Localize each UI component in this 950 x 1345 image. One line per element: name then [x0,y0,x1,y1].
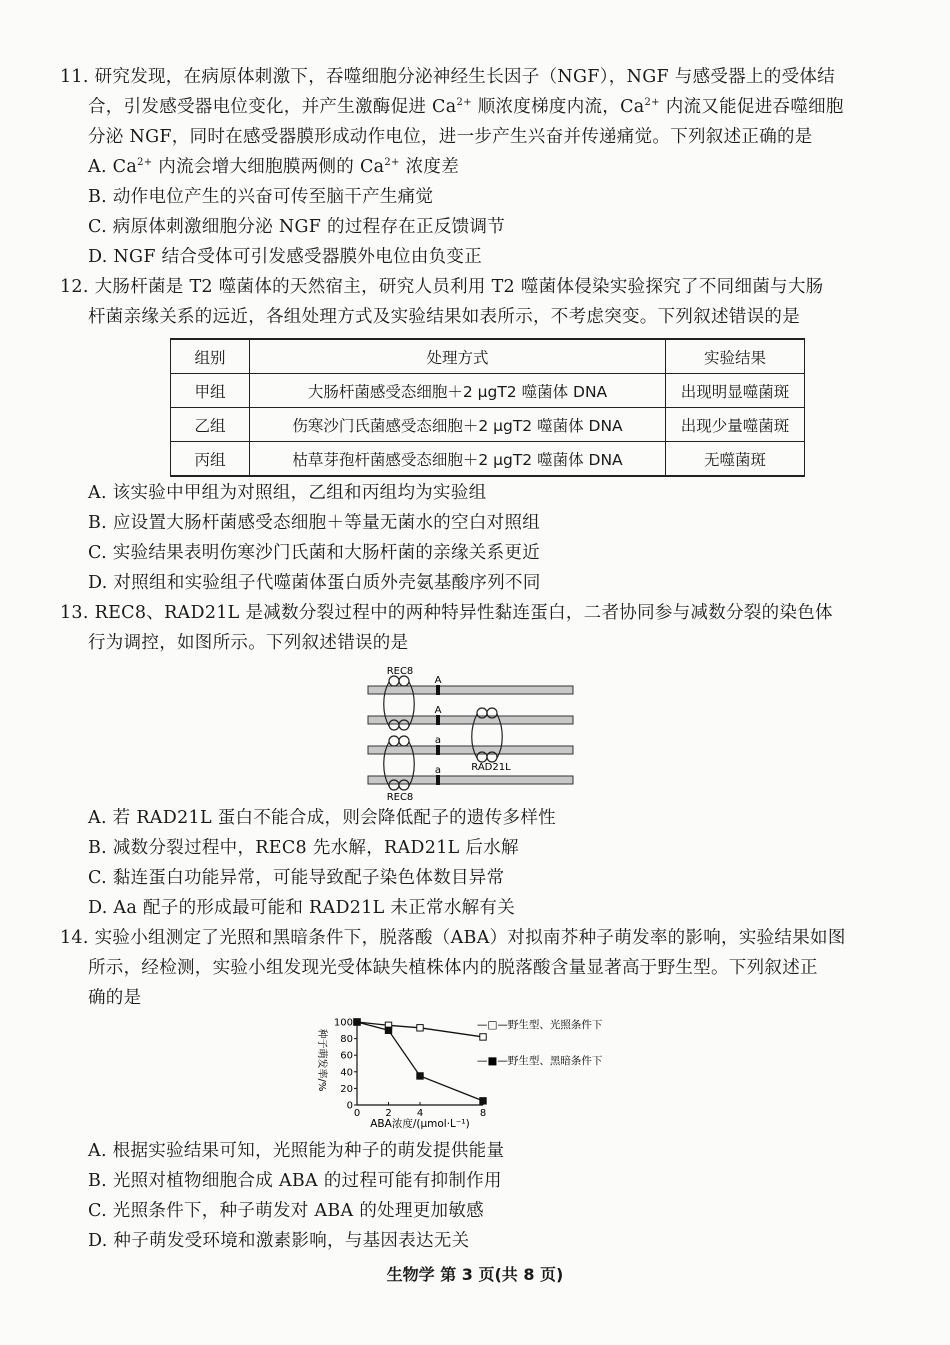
q12-stem-line-2: 杆菌亲缘关系的远近，各组处理方式及实验结果如表所示，不考虑突变。下列叙述错误的是 [88,307,800,327]
chart-point-dark [480,1098,486,1104]
chart-y-tick-label: 60 [340,1050,353,1062]
chart-x-tick-label: 0 [353,1108,361,1119]
q13-stem-line-2: 行为调控，如图所示。下列叙述错误的是 [88,633,409,653]
table-cell: 出现明显噬菌斑 [666,374,805,408]
q12-option-c: C. 实验结果表明伤寒沙门氏菌和大肠杆菌的亲缘关系更近 [88,543,540,563]
chart-point-dark [417,1073,423,1079]
table-header-cell: 处理方式 [250,339,666,374]
q11-option-d: D. NGF 结合受体可引发感受器膜外电位由负变正 [88,247,483,267]
table-row [171,442,805,477]
q11-stem-line-3: 分泌 NGF，同时在感受器膜形成动作电位，进一步产生兴奋并传递痛觉。下列叙述正确的是 [88,127,813,147]
q14-stem-line-1: 14. 实验小组测定了光照和黑暗条件下，脱落酸（ABA）对拟南芥种子萌发率的影响，实验结果如图 [60,928,846,948]
q11-stem-line-1: 11. 研究发现，在病原体刺激下，吞噬细胞分泌神经生长因子（NGF），NGF 与感受器上的受体结 [60,67,835,87]
rec8-label-bottom: REC8 [386,792,414,803]
q14-option-b: B. 光照对植物细胞合成 ABA 的过程可能有抑制作用 [88,1171,502,1191]
allele-label: A [434,675,442,686]
table-cell: 大肠杆菌感受态细胞＋2 μgT2 噬菌体 DNA [250,374,666,408]
germination-chart [305,1012,650,1132]
allele-label: a [434,735,442,746]
chart-y-tick-label: 40 [340,1067,353,1079]
table-cell: 甲组 [171,374,250,408]
chart-point-light [480,1034,486,1040]
chart-y-tick-label: 20 [340,1083,353,1095]
table-row [171,374,805,408]
q13-option-d: D. Aa 配子的形成最可能和 RAD21L 未正常水解有关 [88,898,516,918]
q14-stem-line-3: 确的是 [88,988,142,1008]
chart-legend-item: —□—野生型、光照条件下 [477,1019,603,1031]
chart-legend [477,1018,603,1067]
q12-stem-line-1: 12. 大肠杆菌是 T2 噬菌体的天然宿主，研究人员利用 T2 噬菌体侵染实验探究了不同细菌与大肠 [60,277,824,297]
table-header-row [171,339,805,374]
chart-point-dark [354,1019,360,1025]
q12-option-d: D. 对照组和实验组子代噬菌体蛋白质外壳氨基酸序列不同 [88,573,541,593]
experiment-table [170,338,805,477]
chart-marks [354,1019,486,1104]
gene-locus-mark [436,775,440,785]
q12-option-b: B. 应设置大肠杆菌感受态细胞＋等量无菌水的空白对照组 [88,513,541,533]
chart-point-light [417,1025,423,1031]
chart-y-tick-label: 0 [346,1100,353,1112]
chart-y-axis-label: 种子萌发率/% [316,1028,327,1092]
page-footer: 生物学 第 3 页(共 8 页) [386,1265,564,1284]
q14-option-a: A. 根据实验结果可知，光照能为种子的萌发提供能量 [88,1141,505,1161]
table-cell: 伤寒沙门氏菌感受态细胞＋2 μgT2 噬菌体 DNA [250,408,666,442]
q11-stem-line-2: 合，引发感受器电位变化，并产生激酶促进 $Ca^{2+}$ 顺浓度梯度内流，$Ca^{2+}$ 内流又能促进吞噬细胞 [88,97,844,117]
q14-option-c: C. 光照条件下，种子萌发对 ABA 的处理更加敏感 [88,1201,484,1221]
q12-option-a: A. 该实验中甲组为对照组，乙组和丙组均为实验组 [88,483,487,503]
chromatid-1 [368,686,573,694]
table-header-cell: 实验结果 [666,339,805,374]
q14-stem-line-2: 所示，经检测，实验小组发现光受体缺失植株体内的脱落酸含量显著高于野生型。下列叙述正 [88,958,818,978]
chart-y-tick-label: 100 [333,1017,353,1029]
table-header-cell: 组别 [171,339,250,374]
table-cell: 丙组 [171,442,250,477]
allele-label: a [434,765,442,776]
q11-option-c: C. 病原体刺激细胞分泌 NGF 的过程存在正反馈调节 [88,217,506,237]
chart-x-tick-label: 2 [385,1108,392,1119]
chromatid-3 [368,746,573,754]
chart-x-tick-label: 8 [479,1108,487,1119]
q13-option-a: A. 若 RAD21L 蛋白不能合成，则会降低配子的遗传多样性 [88,808,556,828]
q13-stem-line-1: 13. REC8、RAD21L 是减数分裂过程中的两种特异性黏连蛋白，二者协同参与减数分裂的染色体 [60,603,833,623]
gene-locus-mark [436,745,440,755]
table-cell: 无噬菌斑 [666,442,805,477]
q13-option-c: C. 黏连蛋白功能异常，可能导致配子染色体数目异常 [88,868,505,888]
gene-locus-mark [436,715,440,725]
rec8-label-top: REC8 [386,666,414,677]
cohesin-diagram [360,662,585,804]
table-cell: 枯草芽孢杆菌感受态细胞＋2 μgT2 噬菌体 DNA [250,442,666,477]
allele-label: A [434,705,442,716]
chart-x-tick-label: 4 [416,1108,424,1119]
chart-x-axis-label: ABA浓度/(μmol·L⁻¹) [370,1118,470,1130]
chart-legend-item: —■—野生型、黑暗条件下 [477,1055,603,1067]
table-cell: 乙组 [171,408,250,442]
chart-point-dark [385,1027,391,1033]
q11-option-a: A. $Ca^{2+}$ 内流会增大细胞膜两侧的 $Ca^{2+}$ 浓度差 [88,157,459,177]
q13-option-b: B. 减数分裂过程中，REC8 先水解，RAD21L 后水解 [88,838,519,858]
chart-y-tick-label: 80 [340,1034,353,1046]
table-cell: 出现少量噬菌斑 [666,408,805,442]
q14-option-d: D. 种子萌发受环境和激素影响，与基因表达无关 [88,1231,470,1251]
gene-locus-mark [436,685,440,695]
rad21l-label: RAD21L [471,762,511,773]
table-row [171,408,805,442]
chart-axes [334,1018,486,1120]
q11-option-b: B. 动作电位产生的兴奋可传至脑干产生痛觉 [88,187,434,207]
